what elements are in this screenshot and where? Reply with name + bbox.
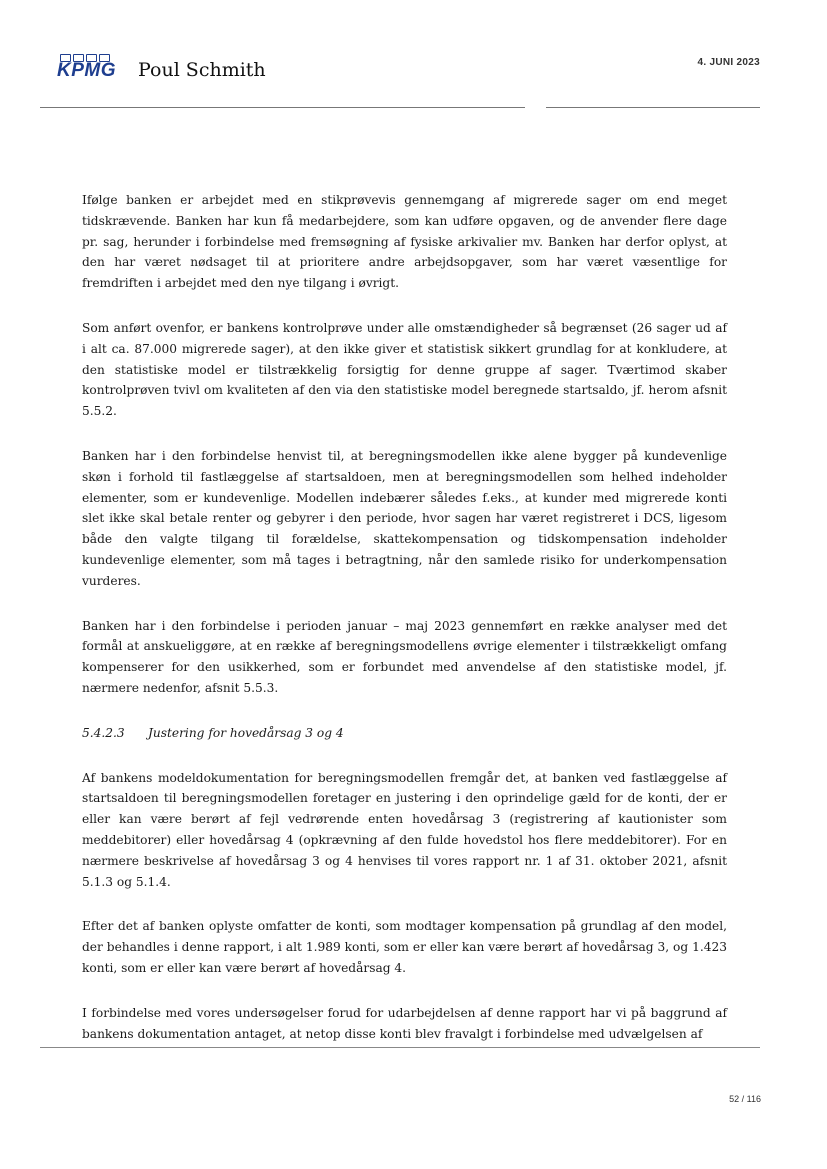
page-number: 52 / 116 [729,1094,761,1104]
page-header [0,0,827,120]
firm-name: Poul Schmith [138,59,266,81]
header-divider-left [40,107,525,108]
body-paragraph: I forbindelse med vores undersøgelser forud for udarbejdelsen af denne rapport har vi på baggrund af bankens dokumentation antaget, at netop disse konti blev fravalgt i forbindelse med udvælgelsen af [82,1005,727,1041]
section-heading [82,723,727,744]
body-paragraph: Efter det af banken oplyste omfatter de konti, som modtager kompensation på grundlag af den model, der behandles i denne rapport, i alt 1.989 konti, som er eller kan være berørt af hovedårsag 3, og 1.423 konti, som er eller kan være berørt af hovedårsag 4. [82,919,727,975]
section-number: 5.4.2.3 [82,725,125,740]
body-paragraph: Ifølge banken er arbejdet med en stikprøvevis gennemgang af migrerede sager om end meget tidskrævende. Banken har kun få medarbejdere, som kan udføre opgaven, og de anvender flere dage pr. sag, herunder i forbindelse med fremsøgning af fysiske arkivalier mv. Banken har derfor oplyst, at den har været nødsaget til at prioritere andre arbejdsopgaver, som har været væsentlige for fremdriften i arbejdet med den nye tilgang i øvrigt. [82,193,727,291]
body-paragraph: Banken har i den forbindelse henvist til, at beregningsmodellen ikke alene bygger på kundevenlige skøn i forhold til fastlæggelse af startsaldoen, men at beregningsmodellen som helhed indeholder elementer, som er kundevenlige. Modellen indebærer således f.eks., at kunder med migrerede konti slet ikke skal betale renter og gebyrer i den periode, hvor sagen har været registreret i DCS, ligesom både den valgte tilgang til forældelse, skattekompensation og tidskompensation indeholder kundevenlige elementer, som må tages i betragtning, når den samlede risiko for underkompensation vurderes. [82,448,727,588]
document-body [82,190,727,1068]
body-paragraph: Banken har i den forbindelse i perioden januar – maj 2023 gennemført en række analyser med det formål at anskueliggøre, at en række af beregningsmodellens øvrige elementer i tilstrækkeligt omfang kompenserer for den usikkerhed, som er forbundet med anvendelse af den statistiske model, jf. nærmere nedenfor, afsnit 5.5.3. [82,618,727,695]
kpmg-logo-text: KPMG [57,60,116,81]
footer-divider [40,1047,760,1048]
section-title: Justering for hovedårsag 3 og 4 [148,725,344,740]
header-divider-right [546,107,760,108]
body-paragraph: Af bankens modeldokumentation for beregningsmodellen fremgår det, at banken ved fastlæggelse af startsaldoen til beregningsmodellen foretager en justering i den oprindelige gæld for de konti, der er eller kan være berørt af fejl vedrørende enten hovedårsag 3 (registrering af kautionister som meddebitorer) eller hovedårsag 4 (opkrævning af den fulde hovedstol hos flere meddebitorer). For en nærmere beskrivelse af hovedårsag 3 og 4 henvises til vores rapport nr. 1 af 31. oktober 2021, afsnit 5.1.3 og 5.1.4. [82,770,727,889]
body-paragraph: Som anført ovenfor, er bankens kontrolprøve under alle omstændigheder så begrænset (26 sager ud af i alt ca. 87.000 migrerede sager), at den ikke giver et statistisk sikkert grundlag for at konkludere, at den statistiske model er tilstrækkelig forsigtig for denne gruppe af sager. Tværtimod skaber kontrolprøven tvivl om kvaliteten af den via den statistiske model beregnede startsaldo, jf. herom afsnit 5.5.2. [82,320,727,419]
kpmg-logo [57,54,123,84]
document-date: 4. JUNI 2023 [697,57,760,68]
